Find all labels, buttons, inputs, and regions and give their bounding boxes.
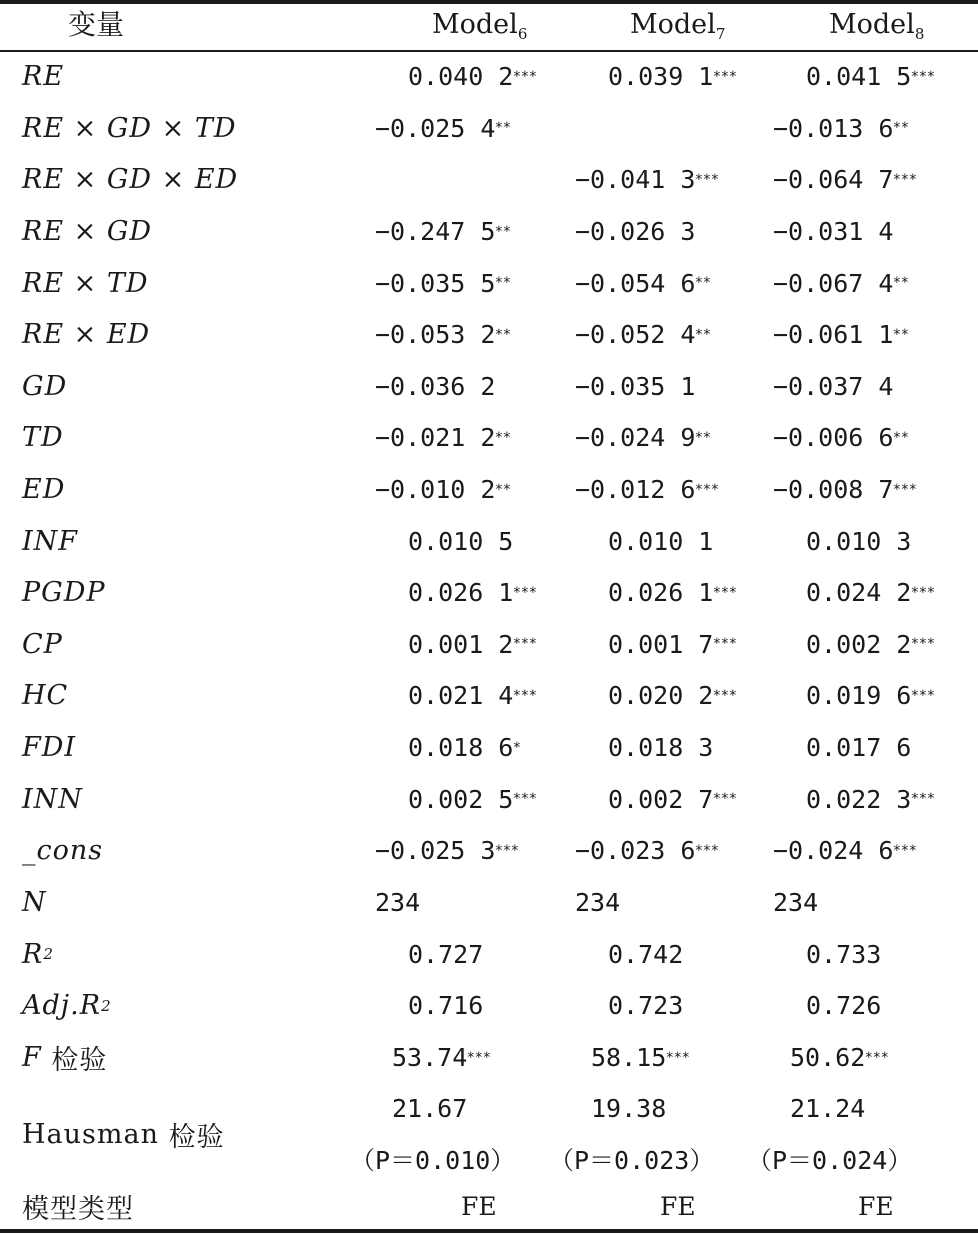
- type-model-7: FE: [660, 1191, 696, 1221]
- coef-model-6: −0.021 2 **: [375, 423, 512, 453]
- row-label: RE × GD: [22, 216, 153, 248]
- header-variable: 变量: [68, 8, 125, 41]
- r2-model-7: 0.742: [608, 939, 684, 969]
- row-label: CP: [22, 628, 63, 660]
- table-row-r2: [0, 929, 978, 981]
- coef-model-8: −0.013 6 **: [773, 113, 910, 143]
- hausman-model-6: 21.67: [392, 1093, 468, 1123]
- header-model-8: Model$_8$: [829, 9, 925, 43]
- coef-model-6: 0.018 6 *: [408, 733, 522, 763]
- coef-model-8: −0.061 1 **: [773, 320, 910, 350]
- table-row: [0, 412, 978, 464]
- coef-model-8: −0.067 4 **: [773, 268, 910, 298]
- row-label: INF: [22, 525, 79, 557]
- coef-model-7: −0.041 3 ***: [575, 165, 720, 195]
- header-model-7: Model$_7$: [630, 9, 726, 43]
- row-label: INN: [22, 783, 83, 815]
- row-label: RE × ED: [22, 319, 151, 351]
- hausman-p-model-7: （P＝0.023）: [549, 1146, 715, 1176]
- row-label: ED: [22, 474, 66, 506]
- table-row: [0, 619, 978, 671]
- coef-model-7: −0.024 9 **: [575, 423, 712, 453]
- n-model-7: 234: [575, 888, 621, 918]
- coef-model-7: 0.002 7 ***: [608, 784, 738, 814]
- coef-model-6: −0.035 5 **: [375, 268, 512, 298]
- coef-model-7: 0.010 1: [608, 526, 714, 556]
- row-label: N: [22, 887, 47, 919]
- coef-model-7: −0.023 6 ***: [575, 836, 720, 866]
- table-row-n: [0, 877, 978, 929]
- table-row-adj-r2: [0, 980, 978, 1032]
- table-row: [0, 206, 978, 258]
- coef-model-8: 0.010 3: [806, 526, 912, 556]
- adj-r2-model-8: 0.726: [806, 991, 882, 1021]
- coef-model-6: −0.036 2: [375, 371, 496, 401]
- hausman-p-model-6: （P＝0.010）: [350, 1146, 516, 1176]
- table-row: [0, 257, 978, 309]
- table-row: [0, 567, 978, 619]
- coef-model-6: 0.002 5 ***: [408, 784, 538, 814]
- row-label: GD: [22, 370, 68, 402]
- adj-r2-model-7: 0.723: [608, 991, 684, 1021]
- coef-model-8: 0.019 6 ***: [806, 681, 936, 711]
- coef-model-7: −0.012 6 ***: [575, 475, 720, 505]
- coef-model-6: −0.025 3 ***: [375, 836, 520, 866]
- table-row: [0, 773, 978, 825]
- coef-model-6: 0.001 2 ***: [408, 629, 538, 659]
- type-model-8: FE: [858, 1191, 894, 1221]
- coef-model-7: 0.018 3: [608, 733, 714, 763]
- coef-model-8: −0.024 6 ***: [773, 836, 918, 866]
- header-model-6: Model$_6$: [432, 9, 528, 43]
- coef-model-7: 0.026 1 ***: [608, 578, 738, 608]
- table-row: [0, 515, 978, 567]
- coef-model-6: 0.026 1 ***: [408, 578, 538, 608]
- row-label: Hausman 检验: [22, 1119, 225, 1154]
- coef-model-6: −0.247 5 **: [375, 217, 512, 247]
- adj-r2-model-6: 0.716: [408, 991, 484, 1021]
- hausman-p-model-8: （P＝0.024）: [747, 1146, 913, 1176]
- row-label: HC: [22, 680, 69, 712]
- coef-model-8: −0.006 6 **: [773, 423, 910, 453]
- row-label: RE × TD: [22, 267, 149, 299]
- coef-model-6: 0.021 4 ***: [408, 681, 538, 711]
- coef-model-8: 0.041 5 ***: [806, 62, 936, 92]
- table-row: [0, 722, 978, 774]
- coef-model-8: 0.024 2 ***: [806, 578, 936, 608]
- table-row: [0, 154, 978, 206]
- coef-model-6: 0.040 2 ***: [408, 62, 538, 92]
- row-label: Adj.R 2: [22, 990, 112, 1022]
- coef-model-6: −0.010 2 **: [375, 475, 512, 505]
- r2-model-8: 0.733: [806, 939, 882, 969]
- coef-model-8: −0.008 7 ***: [773, 475, 918, 505]
- row-label: PGDP: [22, 577, 106, 609]
- table-row: [0, 825, 978, 877]
- coef-model-6: 0.010 5: [408, 526, 514, 556]
- table-row-f-test: [0, 1032, 978, 1084]
- hausman-model-7: 19.38: [591, 1093, 667, 1123]
- f-model-6: 53.74 ***: [392, 1043, 492, 1073]
- coef-model-6: −0.025 4 **: [375, 113, 512, 143]
- table-row: [0, 309, 978, 361]
- table-row: [0, 103, 978, 155]
- row-label: F 检验: [22, 1042, 108, 1077]
- table-row: [0, 670, 978, 722]
- coef-model-7: −0.052 4 **: [575, 320, 712, 350]
- coef-model-8: 0.002 2 ***: [806, 629, 936, 659]
- coef-model-7: −0.035 1: [575, 371, 696, 401]
- row-label: RE: [22, 61, 65, 93]
- type-model-6: FE: [461, 1191, 497, 1221]
- row-label: R 2: [22, 938, 54, 970]
- coef-model-7: 0.001 7 ***: [608, 629, 738, 659]
- row-label: 模型类型: [22, 1193, 134, 1225]
- n-model-8: 234: [773, 888, 819, 918]
- row-label: RE × GD × TD: [22, 112, 237, 144]
- table-row-hausman: [0, 1083, 978, 1186]
- row-label: TD: [22, 422, 64, 454]
- table-row: [0, 361, 978, 413]
- table-row: [0, 51, 978, 103]
- coef-model-8: −0.064 7 ***: [773, 165, 918, 195]
- row-label: FDI: [22, 732, 77, 764]
- row-label: _cons: [22, 835, 104, 867]
- coef-model-8: 0.017 6: [806, 733, 912, 763]
- coef-model-7: −0.026 3: [575, 217, 696, 247]
- f-model-7: 58.15 ***: [591, 1043, 691, 1073]
- f-model-8: 50.62 ***: [790, 1043, 890, 1073]
- r2-model-6: 0.727: [408, 939, 484, 969]
- coef-model-8: 0.022 3 ***: [806, 784, 936, 814]
- coef-model-7: −0.054 6 **: [575, 268, 712, 298]
- coef-model-7: 0.039 1 ***: [608, 62, 738, 92]
- coef-model-7: 0.020 2 ***: [608, 681, 738, 711]
- table-row-model-type: [0, 1182, 978, 1230]
- n-model-6: 234: [375, 888, 421, 918]
- hausman-model-8: 21.24: [790, 1093, 866, 1123]
- coef-model-6: −0.053 2 **: [375, 320, 512, 350]
- row-label: RE × GD × ED: [22, 164, 239, 196]
- table-row: [0, 464, 978, 516]
- coef-model-8: −0.037 4: [773, 371, 894, 401]
- coef-model-8: −0.031 4: [773, 217, 894, 247]
